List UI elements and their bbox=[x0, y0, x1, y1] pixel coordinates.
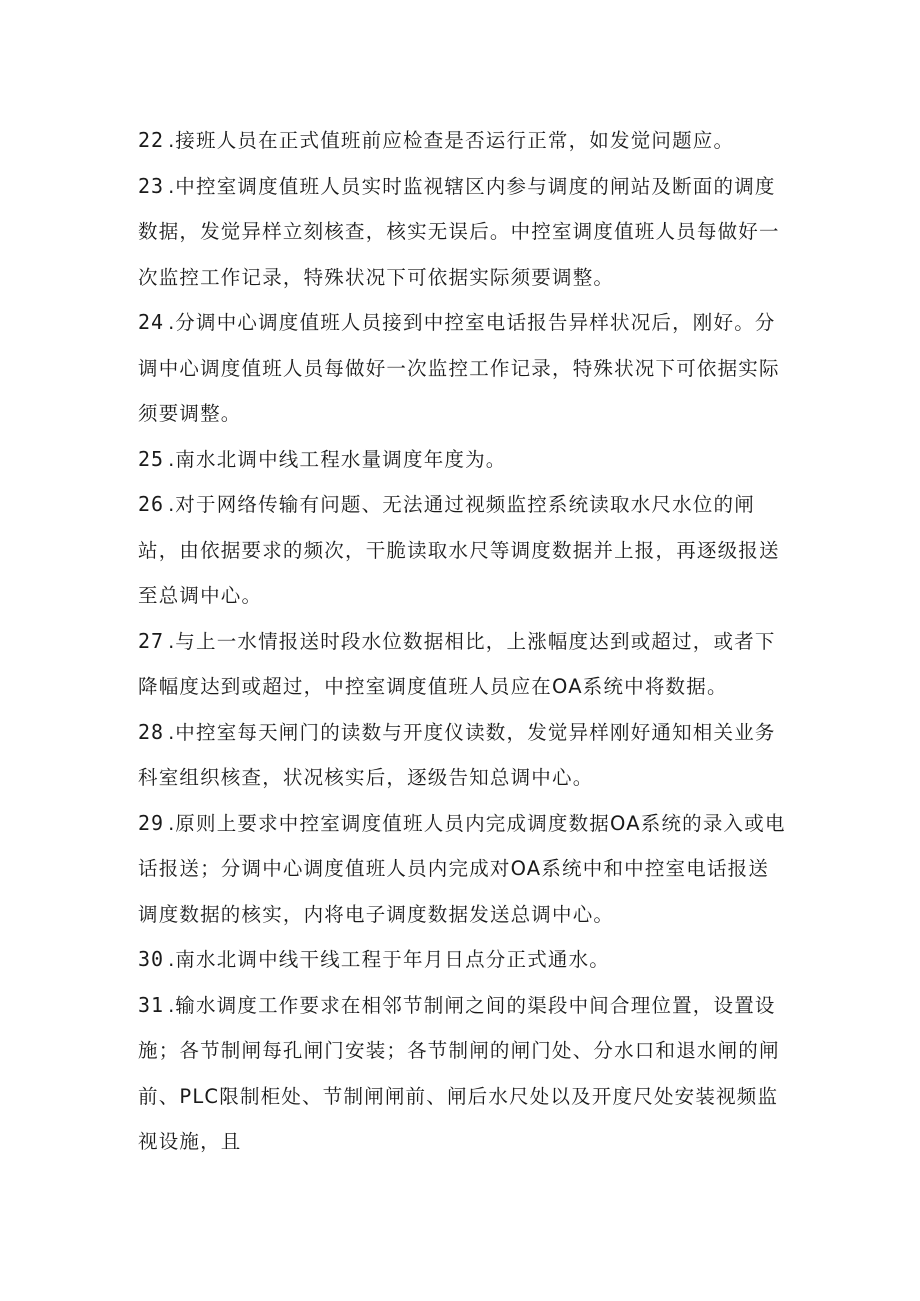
item-text: 南水北调中线工程水量调度年度为。 bbox=[175, 447, 507, 471]
list-item bbox=[138, 118, 788, 164]
item-number: 29 bbox=[138, 810, 165, 835]
item-text: 南水北调中线干线工程于年月日点分正式通水。 bbox=[175, 948, 610, 971]
item-number: 31 bbox=[138, 992, 165, 1017]
item-number: 24 bbox=[138, 310, 165, 334]
item-separator: . bbox=[168, 948, 175, 971]
list-item bbox=[138, 710, 788, 801]
item-separator: . bbox=[168, 720, 175, 744]
item-number: 26 bbox=[138, 492, 165, 516]
list-item bbox=[138, 619, 788, 710]
item-separator: . bbox=[168, 447, 175, 471]
list-item bbox=[138, 300, 788, 437]
item-number: 23 bbox=[138, 173, 165, 198]
list-item bbox=[138, 983, 788, 1165]
list-item bbox=[138, 801, 788, 938]
list-item bbox=[138, 937, 788, 983]
item-separator: . bbox=[168, 174, 175, 198]
list-item bbox=[138, 482, 788, 619]
list-item bbox=[138, 437, 788, 483]
item-text: 对于网络传输有问题、无法通过视频监控系统读取水尺水位的闸站，由依据要求的频次，干脆读取水尺等调度数据并上报，再逐级报送至总调中心。 bbox=[138, 493, 780, 607]
item-text: 中控室调度值班人员实时监视辖区内参与调度的闸站及断面的调度数据，发觉异样立刻核查，核实无误后。中控室调度值班人员每做好一次监控工作记录，特殊状况下可依据实际须要调整。 bbox=[138, 174, 780, 289]
item-number: 28 bbox=[138, 719, 165, 744]
item-number: 25 bbox=[138, 446, 165, 471]
item-text: 与上一水情报送时段水位数据相比，上涨幅度达到或超过，或者下降幅度达到或超过，中控室调度值班人员应在OA系统中将数据。 bbox=[138, 629, 776, 698]
item-number: 30 bbox=[138, 947, 165, 971]
document-body bbox=[138, 118, 788, 1165]
item-separator: . bbox=[168, 129, 175, 152]
item-separator: . bbox=[168, 493, 175, 516]
item-text: 接班人员在正式值班前应检查是否运行正常，如发觉问题应。 bbox=[175, 129, 735, 152]
item-separator: . bbox=[168, 311, 175, 334]
item-number: 27 bbox=[138, 628, 165, 653]
item-number: 22 bbox=[138, 128, 165, 152]
list-item bbox=[138, 164, 788, 301]
item-text: 分调中心调度值班人员接到中控室电话报告异样状况后，刚好。分调中心调度值班人员每做好一次监控工作记录，特殊状况下可依据实际须要调整。 bbox=[138, 311, 780, 425]
item-text: 原则上要求中控室调度值班人员内完成调度数据OA系统的录入或电话报送；分调中心调度值班人员内完成对OA系统中和中控室电话报送调度数据的核实，内将电子调度数据发送总调中心。 bbox=[138, 811, 786, 926]
item-separator: . bbox=[168, 993, 175, 1017]
item-separator: . bbox=[168, 811, 175, 835]
item-text: 中控室每天闸门的读数与开度仪读数，发觉异样刚好通知相关业务科室组织核查，状况核实后，逐级告知总调中心。 bbox=[138, 720, 776, 789]
item-text: 输水调度工作要求在相邻节制闸之间的渠段中间合理位置，设置设施；各节制闸每孔闸门安装；各节制闸的闸门处、分水口和退水闸的闸前、PLC限制柜处、节制闸闸前、闸后水尺处以及开度尺处安装视频监视设施，且 bbox=[138, 993, 780, 1153]
item-separator: . bbox=[168, 629, 175, 653]
